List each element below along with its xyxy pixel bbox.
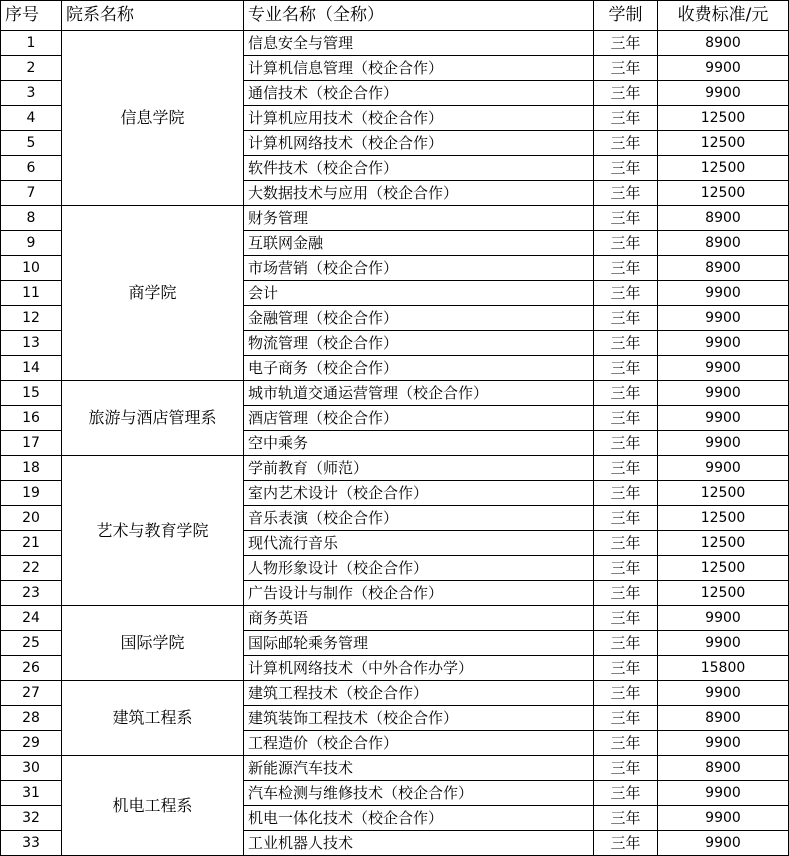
seq-cell: 28 — [1, 706, 62, 731]
table-row — [1, 31, 789, 56]
duration-cell: 三年 — [594, 731, 658, 756]
seq-cell: 30 — [1, 756, 62, 781]
major-cell: 互联网金融 — [244, 231, 594, 256]
seq-cell: 6 — [1, 156, 62, 181]
duration-cell: 三年 — [594, 756, 658, 781]
fee-cell: 8900 — [658, 756, 789, 781]
major-cell: 音乐表演（校企合作） — [244, 506, 594, 531]
seq-cell: 21 — [1, 531, 62, 556]
fee-cell: 8900 — [658, 31, 789, 56]
fee-cell: 9900 — [658, 781, 789, 806]
fee-cell: 9900 — [658, 631, 789, 656]
seq-cell: 25 — [1, 631, 62, 656]
major-cell: 酒店管理（校企合作） — [244, 406, 594, 431]
fee-cell: 9900 — [658, 281, 789, 306]
major-cell: 人物形象设计（校企合作） — [244, 556, 594, 581]
seq-cell: 32 — [1, 806, 62, 831]
duration-cell: 三年 — [594, 231, 658, 256]
major-cell: 国际邮轮乘务管理 — [244, 631, 594, 656]
fee-cell: 12500 — [658, 106, 789, 131]
header-dept: 院系名称 — [62, 1, 244, 31]
seq-cell: 4 — [1, 106, 62, 131]
seq-cell: 13 — [1, 331, 62, 356]
duration-cell: 三年 — [594, 281, 658, 306]
major-cell: 空中乘务 — [244, 431, 594, 456]
fee-cell: 9900 — [658, 681, 789, 706]
seq-cell: 9 — [1, 231, 62, 256]
fee-cell: 12500 — [658, 531, 789, 556]
major-cell: 工业机器人技术 — [244, 831, 594, 856]
duration-cell: 三年 — [594, 506, 658, 531]
major-cell: 计算机应用技术（校企合作） — [244, 106, 594, 131]
duration-cell: 三年 — [594, 556, 658, 581]
seq-cell: 22 — [1, 556, 62, 581]
seq-cell: 5 — [1, 131, 62, 156]
seq-cell: 14 — [1, 356, 62, 381]
dept-cell: 信息学院 — [62, 31, 244, 206]
fee-cell: 9900 — [658, 731, 789, 756]
dept-cell: 国际学院 — [62, 606, 244, 681]
fee-cell: 9900 — [658, 606, 789, 631]
major-cell: 金融管理（校企合作） — [244, 306, 594, 331]
major-cell: 城市轨道交通运营管理（校企合作） — [244, 381, 594, 406]
duration-cell: 三年 — [594, 681, 658, 706]
duration-cell: 三年 — [594, 56, 658, 81]
fee-cell: 9900 — [658, 381, 789, 406]
major-cell: 新能源汽车技术 — [244, 756, 594, 781]
major-cell: 工程造价（校企合作） — [244, 731, 594, 756]
dept-cell: 旅游与酒店管理系 — [62, 381, 244, 456]
dept-cell: 艺术与教育学院 — [62, 456, 244, 606]
duration-cell: 三年 — [594, 456, 658, 481]
major-cell: 现代流行音乐 — [244, 531, 594, 556]
dept-cell: 机电工程系 — [62, 756, 244, 856]
header-duration: 学制 — [594, 1, 658, 31]
fee-cell: 9900 — [658, 331, 789, 356]
major-cell: 建筑装饰工程技术（校企合作） — [244, 706, 594, 731]
duration-cell: 三年 — [594, 306, 658, 331]
dept-cell: 建筑工程系 — [62, 681, 244, 756]
fee-cell: 9900 — [658, 81, 789, 106]
fee-cell: 12500 — [658, 481, 789, 506]
seq-cell: 20 — [1, 506, 62, 531]
fee-cell: 9900 — [658, 356, 789, 381]
table-row — [1, 206, 789, 231]
duration-cell: 三年 — [594, 431, 658, 456]
major-cell: 学前教育（师范） — [244, 456, 594, 481]
fee-cell: 12500 — [658, 156, 789, 181]
seq-cell: 11 — [1, 281, 62, 306]
seq-cell: 18 — [1, 456, 62, 481]
duration-cell: 三年 — [594, 331, 658, 356]
table-row — [1, 381, 789, 406]
fee-cell: 9900 — [658, 431, 789, 456]
fee-cell: 9900 — [658, 806, 789, 831]
duration-cell: 三年 — [594, 131, 658, 156]
major-cell: 计算机网络技术（校企合作） — [244, 131, 594, 156]
duration-cell: 三年 — [594, 381, 658, 406]
duration-cell: 三年 — [594, 706, 658, 731]
duration-cell: 三年 — [594, 781, 658, 806]
fee-cell: 9900 — [658, 56, 789, 81]
fee-cell: 12500 — [658, 181, 789, 206]
duration-cell: 三年 — [594, 181, 658, 206]
duration-cell: 三年 — [594, 81, 658, 106]
duration-cell: 三年 — [594, 656, 658, 681]
fee-cell: 15800 — [658, 656, 789, 681]
duration-cell: 三年 — [594, 806, 658, 831]
table-row — [1, 681, 789, 706]
major-cell: 商务英语 — [244, 606, 594, 631]
header-major: 专业名称（全称） — [244, 1, 594, 31]
major-cell: 汽车检测与维修技术（校企合作） — [244, 781, 594, 806]
fee-cell: 9900 — [658, 831, 789, 856]
seq-cell: 33 — [1, 831, 62, 856]
seq-cell: 8 — [1, 206, 62, 231]
fee-cell: 8900 — [658, 256, 789, 281]
duration-cell: 三年 — [594, 356, 658, 381]
duration-cell: 三年 — [594, 406, 658, 431]
fee-cell: 12500 — [658, 131, 789, 156]
seq-cell: 26 — [1, 656, 62, 681]
major-cell: 计算机网络技术（中外合作办学） — [244, 656, 594, 681]
header-row — [1, 1, 789, 31]
fee-cell: 9900 — [658, 456, 789, 481]
duration-cell: 三年 — [594, 531, 658, 556]
fee-cell: 12500 — [658, 506, 789, 531]
duration-cell: 三年 — [594, 106, 658, 131]
duration-cell: 三年 — [594, 206, 658, 231]
seq-cell: 31 — [1, 781, 62, 806]
major-cell: 物流管理（校企合作） — [244, 331, 594, 356]
seq-cell: 3 — [1, 81, 62, 106]
table-row — [1, 756, 789, 781]
fee-cell: 9900 — [658, 306, 789, 331]
seq-cell: 19 — [1, 481, 62, 506]
seq-cell: 2 — [1, 56, 62, 81]
seq-cell: 17 — [1, 431, 62, 456]
major-cell: 机电一体化技术（校企合作） — [244, 806, 594, 831]
header-fee: 收费标准/元 — [658, 1, 789, 31]
seq-cell: 23 — [1, 581, 62, 606]
seq-cell: 1 — [1, 31, 62, 56]
seq-cell: 24 — [1, 606, 62, 631]
major-cell: 通信技术（校企合作） — [244, 81, 594, 106]
major-cell: 室内艺术设计（校企合作） — [244, 481, 594, 506]
duration-cell: 三年 — [594, 156, 658, 181]
fee-cell: 8900 — [658, 206, 789, 231]
fee-cell: 8900 — [658, 706, 789, 731]
duration-cell: 三年 — [594, 256, 658, 281]
seq-cell: 27 — [1, 681, 62, 706]
major-cell: 财务管理 — [244, 206, 594, 231]
seq-cell: 29 — [1, 731, 62, 756]
major-cell: 计算机信息管理（校企合作） — [244, 56, 594, 81]
major-cell: 会计 — [244, 281, 594, 306]
duration-cell: 三年 — [594, 606, 658, 631]
duration-cell: 三年 — [594, 631, 658, 656]
major-cell: 信息安全与管理 — [244, 31, 594, 56]
seq-cell: 16 — [1, 406, 62, 431]
duration-cell: 三年 — [594, 481, 658, 506]
duration-cell: 三年 — [594, 831, 658, 856]
duration-cell: 三年 — [594, 581, 658, 606]
dept-cell: 商学院 — [62, 206, 244, 381]
major-cell: 大数据技术与应用（校企合作） — [244, 181, 594, 206]
seq-cell: 10 — [1, 256, 62, 281]
seq-cell: 7 — [1, 181, 62, 206]
duration-cell: 三年 — [594, 31, 658, 56]
table-row — [1, 606, 789, 631]
table-row — [1, 456, 789, 481]
seq-cell: 15 — [1, 381, 62, 406]
fee-cell: 9900 — [658, 406, 789, 431]
fee-cell: 12500 — [658, 556, 789, 581]
major-cell: 广告设计与制作（校企合作） — [244, 581, 594, 606]
fee-cell: 8900 — [658, 231, 789, 256]
fee-cell: 12500 — [658, 581, 789, 606]
major-cell: 软件技术（校企合作） — [244, 156, 594, 181]
major-cell: 电子商务（校企合作） — [244, 356, 594, 381]
seq-cell: 12 — [1, 306, 62, 331]
table-body — [1, 31, 789, 856]
major-cell: 市场营销（校企合作） — [244, 256, 594, 281]
header-seq: 序号 — [1, 1, 62, 31]
major-cell: 建筑工程技术（校企合作） — [244, 681, 594, 706]
